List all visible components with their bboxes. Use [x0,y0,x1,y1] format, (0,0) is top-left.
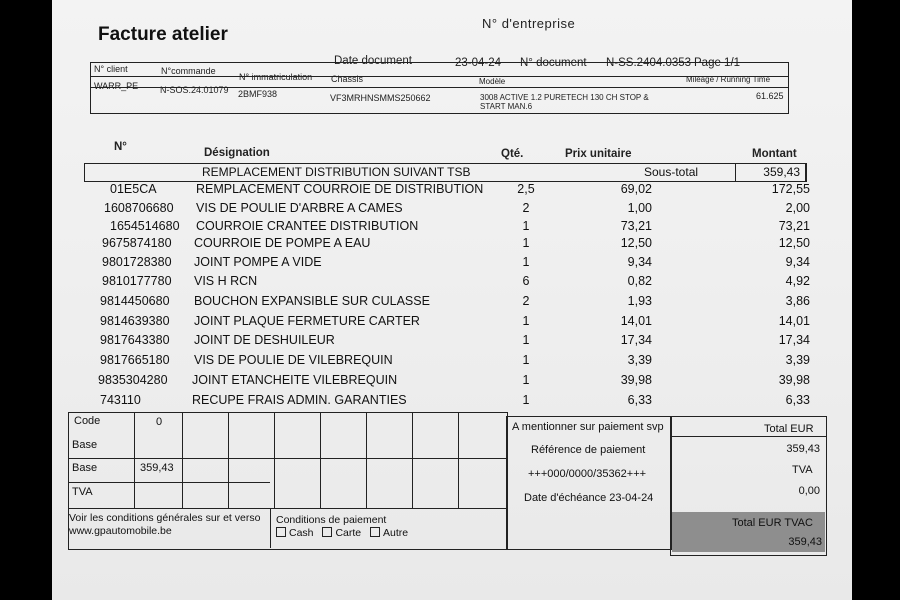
row-amount: 3,86 [785,294,810,308]
client-number-value: WARR_PE [94,81,139,91]
col-header-qty: Qté. [501,148,524,160]
table-row [52,373,852,393]
row-unit-price: 17,34 [620,333,652,347]
row-designation: VIS DE POULIE D'ARBRE A CAMES [196,201,403,215]
chassis-value: VF3MRHNSMMS250662 [330,93,431,103]
row-quantity: 1 [522,314,530,328]
invoice-title: Facture atelier [98,24,228,45]
col-header-amount: Montant [752,148,797,160]
row-reference: 9814639380 [100,314,170,328]
table-row [52,201,852,221]
row-unit-price: 1,93 [627,294,652,308]
tva-label: TVA [72,486,93,498]
table-row [52,236,852,256]
row-reference: 9814450680 [100,294,170,308]
row-designation: RECUPE FRAIS ADMIN. GARANTIES [192,393,407,407]
row-designation: JOINT ETANCHEITE VILEBREQUIN [192,373,398,387]
total-eur-value: 359,43 [786,443,820,455]
row-reference: 01E5CA [110,182,157,196]
cash-checkbox[interactable] [276,527,286,537]
row-reference: 9817665180 [100,353,170,367]
row-quantity: 1 [522,373,530,387]
code-value: 0 [156,416,163,428]
other-label: Autre [383,527,409,539]
card-checkbox[interactable] [322,527,332,537]
vat-grid-line [412,412,413,508]
registration-value: 2BMF938 [238,89,278,99]
base-value: 359,43 [140,462,174,474]
code-label: Code [74,415,101,427]
mention-on-payment-label: A mentionner sur paiement svp [512,421,664,433]
row-reference: 9810177780 [102,274,172,288]
row-unit-price: 1,00 [627,201,652,215]
row-unit-price: 6,33 [627,393,652,407]
due-date: Date d'échéance 23-04-24 [524,492,654,504]
order-number-value: N-SOS.24.01079 [160,85,229,95]
other-checkbox[interactable] [370,527,380,537]
col-header-no: N° [114,141,127,153]
row-quantity: 2,5 [517,182,535,196]
total-tvac-value: 359,43 [788,536,822,548]
general-conditions-text: Voir les conditions générales sur et verso [69,512,261,524]
payment-conditions-label: Conditions de paiement [276,514,387,526]
row-designation: BOUCHON EXPANSIBLE SUR CULASSE [194,294,430,308]
row-reference: 9675874180 [102,236,172,250]
model-value-line1: 3008 ACTIVE 1.2 PURETECH 130 CH STOP & [480,93,649,102]
row-quantity: 1 [522,219,530,233]
row-amount: 6,33 [785,393,810,407]
table-row [52,314,852,334]
row-unit-price: 0,82 [627,274,652,288]
company-number-label: N° d'entreprise [482,16,576,31]
row-reference: 9817643380 [100,333,170,347]
document-number-label: N° document [520,57,587,69]
row-unit-price: 3,39 [627,353,652,367]
page-indicator: Page 1/1 [694,57,741,69]
vat-grid-line [134,412,135,508]
table-row [52,274,852,294]
tva-right-label: TVA [792,464,813,476]
vat-grid-line [182,412,183,508]
vat-grid-line [274,412,275,508]
col-header-unit-price: Prix unitaire [565,148,632,160]
row-designation: REMPLACEMENT COURROIE DE DISTRIBUTION [196,182,484,196]
registration-header: N° immatriculation [239,72,313,82]
base-label-2: Base [72,462,98,474]
row-unit-price: 73,21 [620,219,652,233]
invoice-paper [52,0,852,600]
vat-grid-line [68,508,507,509]
vat-grid-line [68,482,270,483]
row-designation: VIS DE POULIE DE VILEBREQUIN [194,353,393,367]
chassis-header: Chassis [331,74,364,84]
row-unit-price: 12,50 [620,236,652,250]
order-number-header: N°commande [161,66,216,76]
row-quantity: 1 [522,333,530,347]
row-amount: 172,55 [771,182,810,196]
row-quantity: 1 [522,236,530,250]
card-label: Carte [335,527,362,539]
row-reference: 1654514680 [110,219,180,233]
model-value-line2: START MAN.6 [480,102,533,111]
row-designation: VIS H RCN [194,274,258,288]
col-header-designation: Désignation [204,147,270,159]
payment-reference-label: Référence de paiement [531,444,646,456]
total-tvac-label: Total EUR TVAC [732,517,813,529]
row-quantity: 2 [522,294,530,308]
row-amount: 39,98 [778,373,810,387]
section-title: REMPLACEMENT DISTRIBUTION SUIVANT TSB [202,165,471,179]
table-row [52,255,852,275]
row-reference: 743110 [100,393,141,407]
mileage-value: 61.625 [756,91,784,101]
cash-label: Cash [289,527,314,539]
row-quantity: 2 [522,201,530,215]
info-table-divider [90,76,788,77]
row-quantity: 1 [522,255,530,269]
table-row [52,393,852,413]
payment-reference-box [506,416,672,550]
subtotal-value: 359,43 [763,165,800,179]
row-unit-price: 69,02 [620,182,652,196]
row-amount: 4,92 [785,274,810,288]
row-quantity: 6 [522,274,530,288]
row-reference: 9835304280 [98,373,168,387]
vat-grid-line [228,412,229,508]
row-amount: 17,34 [778,333,810,347]
row-designation: JOINT DE DESHUILEUR [194,333,335,347]
row-designation: COURROIE DE POMPE A EAU [194,236,371,250]
mileage-header: Mileage / Running Time [686,75,771,84]
row-quantity: 1 [522,393,530,407]
client-number-header: N° client [94,64,128,74]
row-amount: 2,00 [785,201,810,215]
date-document-label: Date document [334,55,412,67]
date-document-value: 23-04-24 [455,57,502,69]
vat-grid-line [270,508,271,548]
table-row [52,353,852,373]
model-header: Modèle [479,77,506,86]
vat-grid-line [366,412,367,508]
totals-divider [670,436,826,437]
table-row [52,182,852,202]
row-unit-price: 39,98 [620,373,652,387]
vat-grid-line [458,412,459,508]
row-quantity: 1 [522,353,530,367]
tva-right-value: 0,00 [798,485,820,497]
row-designation: JOINT PLAQUE FERMETURE CARTER [194,314,420,328]
base-label: Base [72,439,98,451]
website-link[interactable]: www.gpautomobile.be [69,525,172,537]
row-unit-price: 9,34 [627,255,652,269]
subtotal-label: Sous-total [644,165,699,179]
table-row [52,333,852,353]
row-amount: 14,01 [778,314,810,328]
row-designation: JOINT POMPE A VIDE [194,255,322,269]
row-reference: 1608706680 [104,201,174,215]
total-eur-label: Total EUR [764,423,814,435]
row-amount: 3,39 [785,353,810,367]
document-number-value: N-SS.2404.0353 [606,57,692,69]
row-amount: 12,50 [778,236,810,250]
table-row [52,294,852,314]
row-designation: COURROIE CRANTEE DISTRIBUTION [196,219,419,233]
payment-method-options [276,527,408,539]
row-amount: 9,34 [785,255,810,269]
row-reference: 9801728380 [102,255,172,269]
row-amount: 73,21 [778,219,810,233]
payment-reference-value: +++000/0000/35362+++ [528,468,647,480]
vat-grid-line [320,412,321,508]
row-unit-price: 14,01 [620,314,652,328]
